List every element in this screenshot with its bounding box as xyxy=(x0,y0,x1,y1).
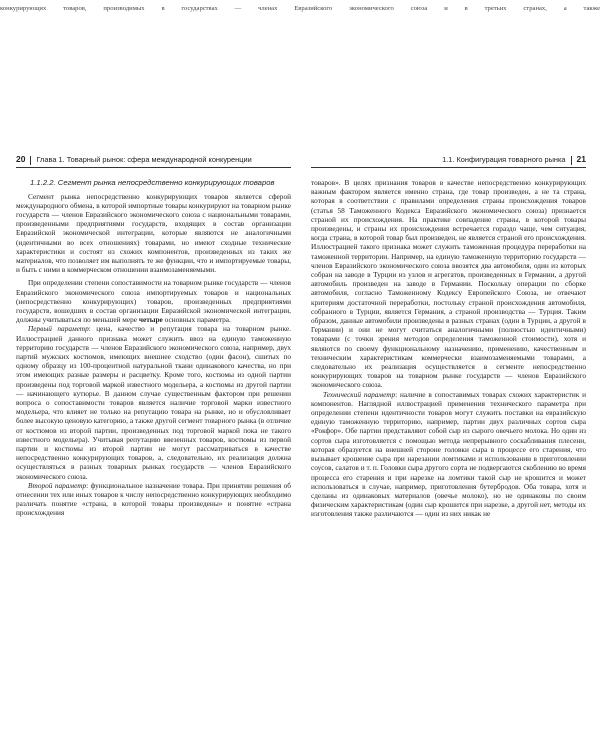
header-divider xyxy=(571,156,572,165)
right-page-body xyxy=(311,178,586,519)
left-page-body xyxy=(16,178,291,518)
bold-emphasis: четыре xyxy=(138,315,163,325)
paragraph: Технический параметр: наличие в сопоставимых товарах схожих характеристик и компонентов. Наглядной иллюстрацией применения технического параметра при определении степени идентичности товаров могут служить поставки на евразийскую единую таможенную территорию, например, партии двух различных сортов сыра «Рокфор». Обе партии представляют собой сыр из сырого овечьего молока. Но один из сортов сыра изготовляется с помощью метода непрерывного соскабливания плесени, которая образуется на внешней стороне головки сыра в процессе его старения, что вызывает крошение сыра при нарезании ломтиками и использовании в приготовлении соусов, салатов и т. п. Головки сыра другого сорта не подвергаются скоблению во время процесса его старения и при нарезке на ломтики такой сыр не крошится и может использоваться в случае, например, приготовления бутербродов. Оба товара, хотя и сделаны из одинаковых материалов (овечье молоко), но не одинаковы по своим физическим характеристикам (один сыр крошится при нарезке, а другой нет, методы их изготовления также различаются — один из них никак не xyxy=(311,389,586,519)
left-header-rule xyxy=(16,167,291,168)
right-running-header xyxy=(311,152,586,166)
paragraph: Второй параметр: функциональное назначение товара. При принятии решения об отнесении тех или иных товаров к числу непосредственно конкурирующих необходимо различать понятие «страна, в которой товары произведены» и понятие «страна происхождения xyxy=(16,480,291,518)
cut-off-text-line: конкурирующих товаров, производимых в государствах — членах Евразийского экономического союза и в третьих странах, а также xyxy=(0,5,600,12)
book-spread xyxy=(16,152,586,742)
parameter-label: Технический параметр xyxy=(323,389,396,399)
right-page-number: 21 xyxy=(576,154,586,164)
header-divider xyxy=(30,156,31,165)
left-running-header xyxy=(16,152,291,166)
paragraph: товаров». В целях признания товаров в качестве непосредственно конкурирующих важным фактором является именно страна, где товар произведен, а не та страна, которая в соответствии с правилами определения страны происхождения товаров (статья 58 Таможенного Кодекса Евразийского экономического союза) признается страной их происхождения. На практике совпадение страны, в которой товары произведены, и страны их происхождения встречается гораздо чаще, чем ситуация, когда страна, в которой товар был произведен, не является страной его происхождения. Иллюстрацией такого признака может служить таможенная процедура переработки на таможенной территории. Например, на единую таможенную территорию государств — членов Евразийского экономического союза ввозятся два автомобиля, один из которых собран на заводе в Турции из узлов и агрегатов, произведенных в Германии, а другой автомобиль произведен на заводе в Германии. Поскольку операции по сборке автомобиля, согласно Таможенному Кодексу Европейского Союза, не отвечают критериям достаточной переработки, постольку страной происхождения автомобиля, собранного в Турции, является Германия, а страной производства — Турция. Таким образом, данные автомобили произведены в разных странах (один в Турции, а другой в Германии) и они не могут считаться аналогичными (полностью идентичными) товарами (с точки зрения методов определения таможенной стоимости), хотя и являются по своему функциональному назначению, применению, качественным и техническим характеристикам коммерчески взаимозаменяемыми товарами, а следовательно их реализация осуществляется в сегменте непосредственно конкурирующих товаров на товарном рынке государств — членов Евразийского экономического союза. xyxy=(311,178,586,390)
previous-page-fragment xyxy=(0,0,600,14)
paragraph: Первый параметр: цена, качество и репутация товара на товарном рынке. Иллюстрацией данного признака может служить ввоз на единую таможенную территорию государств — членов Евразийского экономического союза, например, двух партий мужских костюмов, имеющих внешнее сходство (один фасон), сшитых по одному образцу из 100-процентной натуральной ткани одинакового качества, но при этом имеющих разные размеры и расцветку. Кроме того, костюмы из одной партии произведены под торговой маркой известного модельера, а костюмы из другой партии — начинающего кутюрье. В данном случае существенным фактором при решении вопроса о сопоставимости товаров является наличие торговой марки известного модельера, что влияет не только на репутацию товара на рынке, но и обусловливает более высокую ценовую категорию, а также другой сегмент товарного рынка (в отличие от костюмов из второй партии, произведенных под торговой маркой пока не такого известного модельера). Учитывая репутацию ввезенных товаров, костюмы из первой партии и костюмы из второй партии не могут рассматриваться в качестве непосредственно конкурирующих товаров, а, следовательно, их реализация должна осуществляться в разных товарных рынках государств — членов Евразийского экономического союза. xyxy=(16,324,291,481)
right-header-rule xyxy=(311,167,586,168)
section-heading: 1.1.2.2. Сегмент рынка непосредственно конкурирующих товаров xyxy=(30,178,275,187)
left-page-number: 20 xyxy=(16,154,26,164)
left-running-head: Глава 1. Товарный рынок: сфера международной конкуренции xyxy=(36,155,252,164)
paragraph: При определении степени сопоставимости на товарном рынке государств — членов Евразийского экономического союза импортируемых товаров и национальных (непосредственно конкурирующих) товаров, произведенных предприятиями государств, вошедших в состав организации Евразийской экономической интеграции, должны учитываться по меньшей мере четыре основных параметра. xyxy=(16,278,291,325)
paragraph: Сегмент рынка непосредственно конкурирующих товаров является сферой международного обмена, в которой импортные товары конкурируют на товарном рынке государств — членов Евразийского экономического союза с национальными товарами, произведенными предприятиями государств, входящих в состав организации Евразийской экономической интеграции, которые являются не аналогичными (идентичными во всех отношениях) товарами, но имеют сходные технические характеристики и состоят из схожих компонентов, произведенных из таких же материалов, что позволяет им выполнять те же функции, что и импортируемые товары, и быть с ними в коммерческом отношении взаимозаменяемыми. xyxy=(16,191,291,275)
parameter-label: Первый параметр xyxy=(28,324,89,334)
parameter-label: Второй параметр xyxy=(28,480,87,490)
right-running-head: 1.1. Конфигурация товарного рынка xyxy=(442,155,566,164)
